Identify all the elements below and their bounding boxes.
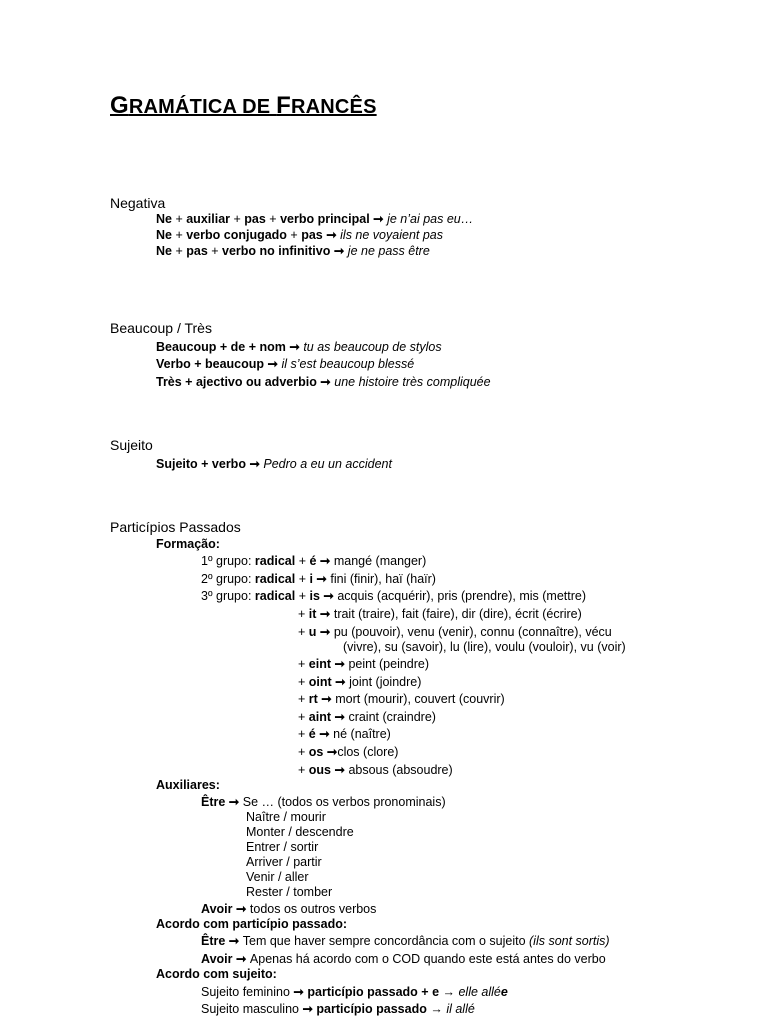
rule-line: Beaucoup + de + nom ➞ tu as beaucoup de stylos — [156, 340, 442, 354]
rule-line: Ne + pas + verbo no infinitivo ➞ je ne pass être — [156, 244, 430, 258]
rule-line: 3º grupo: radical + is ➞ acquis (acquérir), pris (prendre), mis (mettre) — [201, 589, 586, 603]
rule-line: + é ➞ né (naître) — [298, 727, 391, 741]
arrow-icon: ➞ — [225, 795, 243, 809]
arrow-icon: ➞ — [317, 692, 336, 706]
rule-line: + rt ➞ mort (mourir), couvert (couvrir) — [298, 692, 505, 706]
verb-pair: Entrer / sortir — [246, 840, 319, 854]
arrow-icon: ➞ — [315, 727, 334, 741]
verb-pair: Naître / mourir — [246, 810, 326, 824]
arrow-icon: ➞ — [331, 763, 349, 777]
rule-line: Sujeito feminino ➞ particípio passado + e → elle allée — [201, 985, 508, 999]
arrow-right-icon: → — [426, 1002, 447, 1016]
rule-line: Ne + verbo conjugado + pas ➞ ils ne voyaient pas — [156, 228, 443, 242]
rule-line: + eint ➞ peint (peindre) — [298, 657, 430, 671]
arrow-icon: ➞ — [245, 457, 264, 471]
arrow-icon: ➞ — [232, 902, 250, 916]
rule-line: Avoir ➞ Apenas há acordo com o COD quando este está antes do verbo — [201, 952, 606, 966]
arrow-right-icon: → — [439, 985, 459, 999]
arrow-icon: ➞ — [322, 228, 341, 242]
verb-pair: Monter / descendre — [246, 825, 354, 839]
arrow-icon: ➞ — [331, 710, 349, 724]
subheading-acordo-sujeito: Acordo com sujeito: — [156, 967, 277, 981]
rule-line: Être ➞ Se … (todos os verbos pronominais) — [201, 795, 446, 809]
section-heading-participios: Particípios Passados — [110, 519, 241, 535]
rule-line: Sujeito masculino ➞ particípio passado → il allé — [201, 1002, 475, 1016]
arrow-icon: ➞ — [330, 244, 348, 258]
rule-line: 1º grupo: radical + é ➞ mangé (manger) — [201, 554, 427, 568]
rule-line: Verbo + beaucoup ➞ il s’est beaucoup blessé — [156, 357, 415, 371]
rule-line: + u ➞ pu (pouvoir), venu (venir), connu (connaître), vécu — [298, 625, 612, 639]
rule-line: Sujeito + verbo ➞ Pedro a eu un accident — [156, 457, 392, 471]
arrow-icon: ➞ — [225, 934, 243, 948]
verb-pair: Venir / aller — [246, 870, 309, 884]
rule-line: Très + ajectivo ou adverbio ➞ une histoire très compliquée — [156, 375, 491, 389]
arrow-icon: ➞ — [302, 1002, 317, 1016]
rule-line: + it ➞ trait (traire), fait (faire), dir (dire), écrit (écrire) — [298, 607, 582, 621]
arrow-icon: ➞ — [285, 340, 304, 354]
arrow-icon: ➞ — [323, 745, 338, 759]
arrow-icon: ➞ — [319, 589, 338, 603]
arrow-icon: ➞ — [316, 625, 334, 639]
arrow-icon: ➞ — [369, 212, 388, 226]
arrow-icon: ➞ — [331, 657, 349, 671]
section-heading-sujeito: Sujeito — [110, 437, 153, 453]
arrow-icon: ➞ — [293, 985, 308, 999]
arrow-icon: ➞ — [316, 607, 334, 621]
rule-line: Être ➞ Tem que haver sempre concordância com o sujeito (ils sont sortis) — [201, 934, 610, 948]
arrow-icon: ➞ — [312, 572, 331, 586]
section-heading-beaucoup: Beaucoup / Très — [110, 320, 212, 336]
rule-line: + aint ➞ craint (craindre) — [298, 710, 436, 724]
verb-pair: Rester / tomber — [246, 885, 333, 899]
arrow-icon: ➞ — [316, 554, 334, 568]
section-heading-negativa: Negativa — [110, 195, 166, 211]
rule-line: 2º grupo: radical + i ➞ fini (finir), haï (haïr) — [201, 572, 436, 586]
arrow-icon: ➞ — [232, 952, 250, 966]
verb-pair: Arriver / partir — [246, 855, 322, 869]
subheading-acordo-participio: Acordo com particípio passado: — [156, 917, 348, 931]
arrow-icon: ➞ — [316, 375, 335, 389]
arrow-icon: ➞ — [264, 357, 282, 371]
rule-line: + oint ➞ joint (joindre) — [298, 675, 422, 689]
rule-line: + os ➞clos (clore) — [298, 745, 399, 759]
subheading-formacao: Formação: — [156, 537, 220, 551]
rule-line: + ous ➞ absous (absoudre) — [298, 763, 453, 777]
arrow-icon: ➞ — [331, 675, 350, 689]
rule-line: Avoir ➞ todos os outros verbos — [201, 902, 377, 916]
rule-line: Ne + auxiliar + pas + verbo principal ➞ je n’ai pas eu… — [156, 212, 474, 226]
subheading-auxiliares: Auxiliares: — [156, 778, 220, 792]
page-title: GRAMÁTICA DE FRANCÊS — [110, 92, 377, 119]
rule-line-continued: (vivre), su (savoir), lu (lire), voulu (vouloir), vu (voir) — [343, 640, 626, 654]
